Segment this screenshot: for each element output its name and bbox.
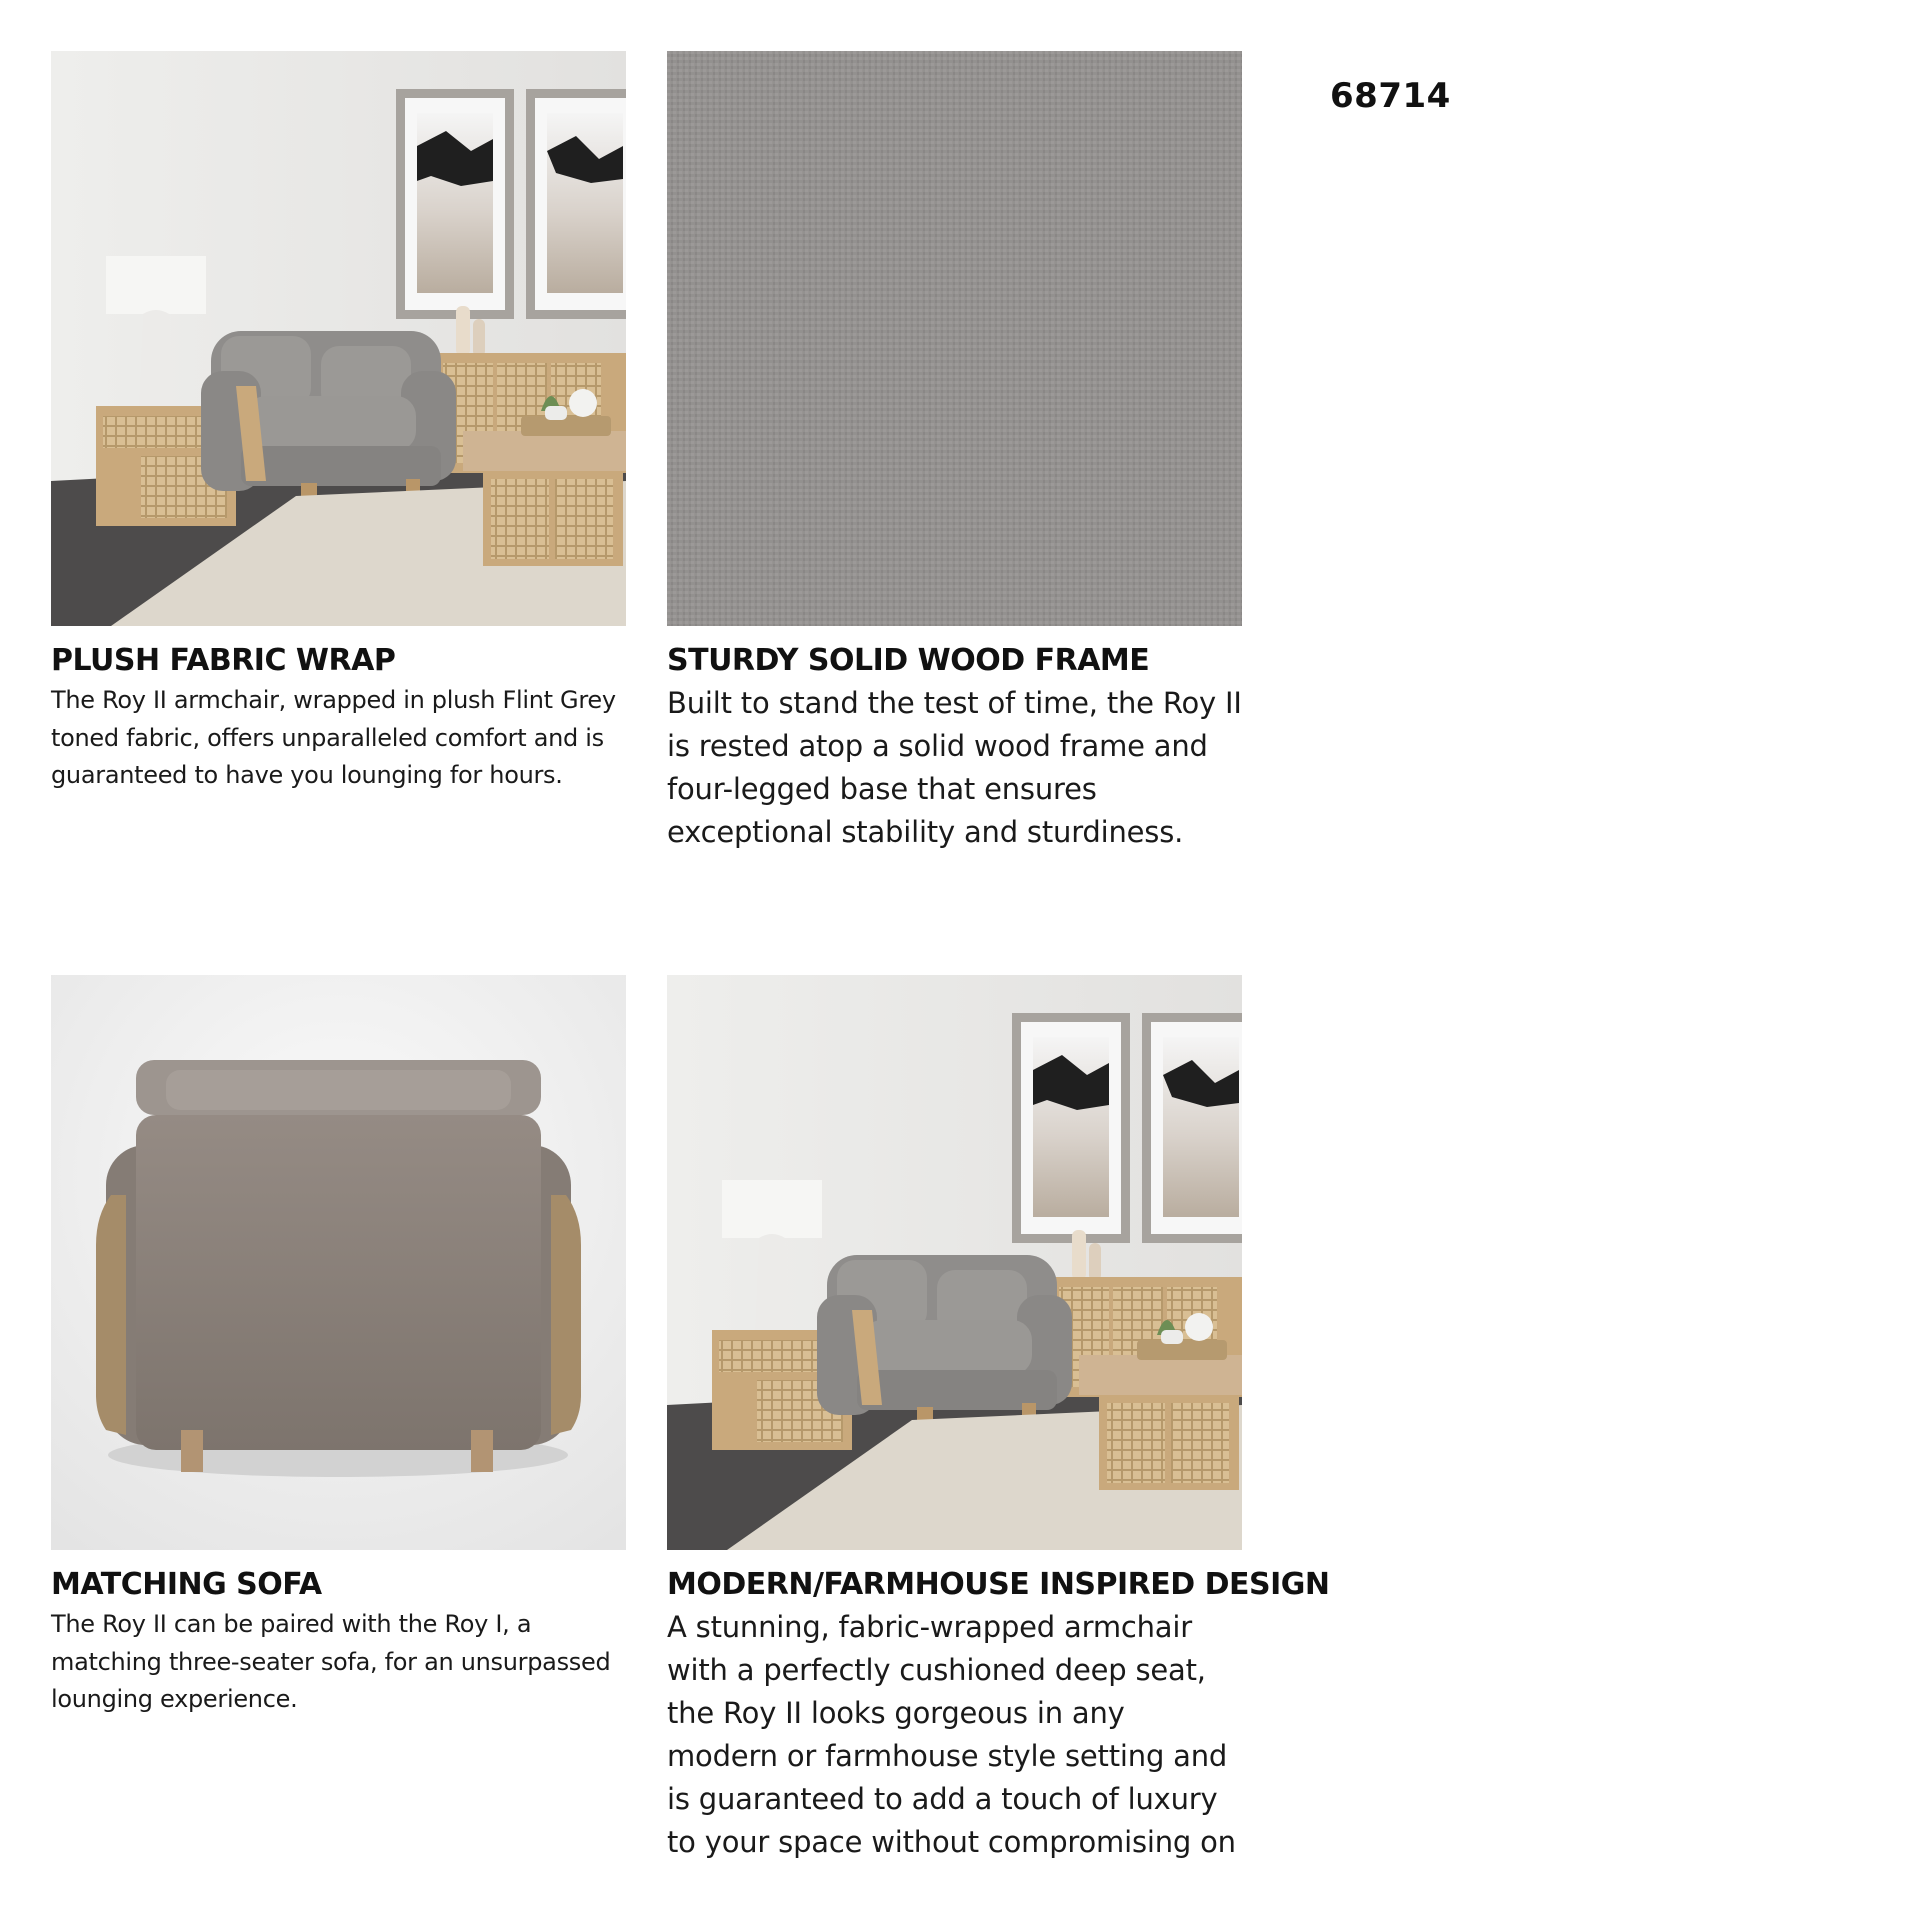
living-room-armchair-photo <box>667 975 1242 1550</box>
feature-card-plush-fabric <box>51 51 626 795</box>
feature-heading: MATCHING SOFA <box>51 1567 322 1602</box>
feature-description: The Roy II armchair, wrapped in plush Flint Grey toned fabric, offers unparalleled comfort and is guaranteed to have you lounging for hours. <box>51 686 616 789</box>
feature-description: The Roy II can be paired with the Roy I, a matching three-seater sofa, for an unsurpassed lounging experience. <box>51 1610 611 1713</box>
living-room-armchair-photo <box>51 51 626 626</box>
feature-card-modern-farmhouse <box>667 975 1330 1864</box>
feature-card-solid-wood-frame <box>667 51 1242 854</box>
feature-card-matching-sofa <box>51 975 626 1719</box>
feature-description: Built to stand the test of time, the Roy II is rested atop a solid wood frame and four-legged base that ensures exceptional stability and sturdiness. <box>667 686 1242 849</box>
feature-heading: PLUSH FABRIC WRAP <box>51 643 396 678</box>
armchair-back-view-photo <box>51 975 626 1550</box>
feature-heading: MODERN/FARMHOUSE INSPIRED DESIGN <box>667 1567 1330 1602</box>
grey-fabric-swatch <box>667 51 1242 626</box>
feature-heading: STURDY SOLID WOOD FRAME <box>667 643 1150 678</box>
feature-description: A stunning, fabric-wrapped armchair with a perfectly cushioned deep seat, the Roy II looks gorgeous in any modern or farmhouse style setting and is guaranteed to add a touch of luxury to your space without compromising on <box>667 1610 1236 1859</box>
product-sku: 68714 <box>1330 76 1451 116</box>
